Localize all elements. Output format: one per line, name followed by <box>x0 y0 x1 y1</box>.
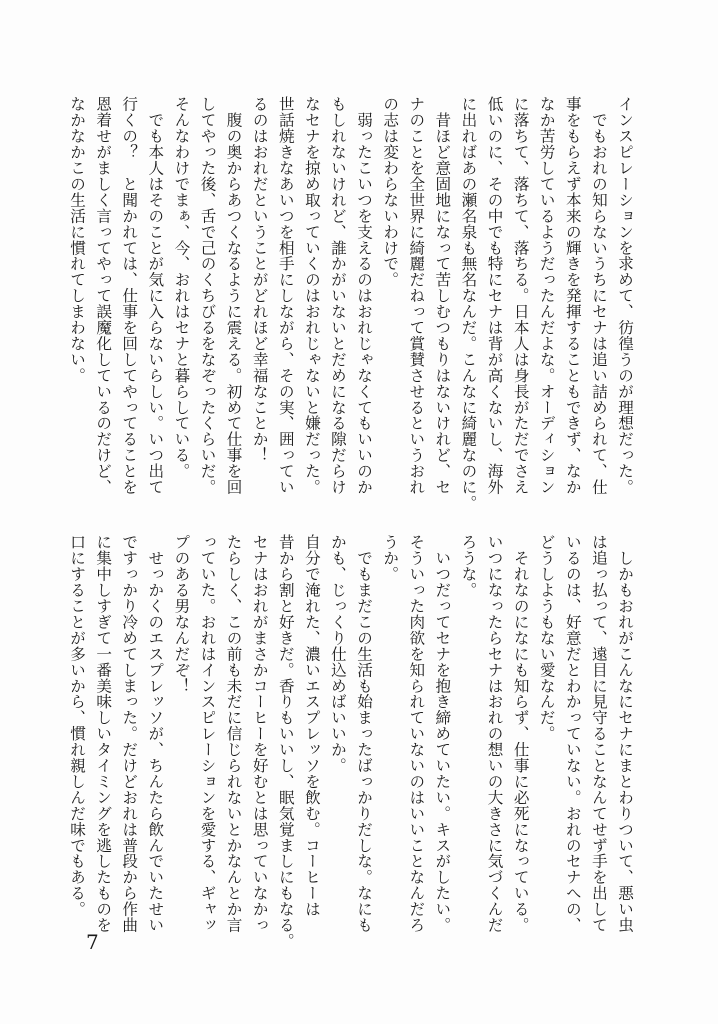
text-line: 世話焼きなあいつを相手にしながら、その実、囲ってい <box>276 96 295 495</box>
text-line: でもまだこの生活も始まったばっかりだしな。なにも <box>355 534 374 933</box>
text-line: 弱ったこいつを支えるのはおれじゃなくてもいいのか <box>355 96 374 495</box>
text-line: いるのは、好意だとわかっていない。おれのセナへの、 <box>563 534 582 933</box>
text-line: しかもおれがこんなにセナにまとわりついて、悪い虫 <box>616 534 634 933</box>
text-line: してやった後、舌で己のくちびるをなぞったくらいだ。 <box>198 96 217 495</box>
text-line: るのはおれだということがどれほど幸福なことか！ <box>250 96 269 463</box>
text-line: の志は変わらないわけで。 <box>381 96 400 288</box>
lower-text-block <box>64 534 638 949</box>
text-line: たらしく、この前も未だに信じられないとかなんとか言 <box>224 534 243 933</box>
text-line: 昔から割と好きだ。香りもいいし、眠気覚ましにもなる。 <box>276 534 295 949</box>
text-line: なセナを掠め取っていくのはおれじゃないと嫌だった。 <box>302 96 321 495</box>
text-line: プのある男なんだぞ！ <box>172 534 191 694</box>
text-line: かも、じっくり仕込めばいいか。 <box>328 534 347 774</box>
text-line: うか。 <box>381 534 400 582</box>
text-line: 腹の奥からあつくなるように震える。初めて仕事を回 <box>224 96 243 495</box>
text-line: に集中しすぎて一番美味しいタイミングを逃したものを <box>94 534 113 933</box>
text-line: 低いのに、その中でも特にセナは背が高くないし、海外 <box>485 96 504 495</box>
text-line: ナのことを全世界に綺麗だねって賞賛させるというおれ <box>407 96 426 495</box>
text-line: いつだってセナを抱き締めていたい。キスがしたい。 <box>433 534 452 933</box>
text-line: 口にすることが多いから、慣れ親しんだ味でもある。 <box>68 534 87 917</box>
text-line: ですっかり冷めてしまった。だけどおれは普段から作曲 <box>120 534 139 933</box>
upper-text-block <box>64 96 638 511</box>
text-line: それなのになにも知らず、仕事に必死になっている。 <box>511 534 530 933</box>
text-line: いつになったらセナはおれの想いの大きさに気づくんだ <box>485 534 504 933</box>
text-line: でも本人はそのことが気に入らないらしい。いつ出て <box>146 96 165 495</box>
text-line: でもおれの知らないうちにセナは追い詰められて、仕 <box>589 96 608 495</box>
text-line: 昔ほど意固地になって苦しむつもりはないけれど、セ <box>433 96 452 495</box>
text-line: もしれないけれど、誰かがいないとだめになる隙だらけ <box>328 96 347 495</box>
text-line: は追っ払って、遠目に見守ることなんてせず手を出して <box>589 534 608 933</box>
text-line: セナはおれがまさかコーヒーを好むとは思っていなかっ <box>250 534 269 933</box>
text-line: 行くの？ と聞かれては、仕事を回してやってることを <box>120 96 139 495</box>
text-line: 恩着せがましく言ってやって誤魔化しているのだけど、 <box>94 96 113 495</box>
text-line: せっかくのエスプレッソが、ちんたら飲んでいたせい <box>146 534 165 933</box>
text-line: インスピレーションを求めて、彷徨うのが理想だった。 <box>616 96 634 495</box>
text-line: なか苦労しているようだったんだよな。オーディション <box>537 96 556 495</box>
text-line: っていた。おれはインスピレーションを愛する、ギャッ <box>198 534 217 933</box>
text-line: に出ればあの瀬名泉も無名なんだ。こんなに綺麗なのに。 <box>459 96 478 511</box>
text-line: 事をもらえず本来の輝きを発揮することもできず、なか <box>563 96 582 495</box>
text-line: そんなわけでまぁ、今、おれはセナと暮らしている。 <box>172 96 191 479</box>
text-line: ろうな。 <box>459 534 478 598</box>
text-line: に落ちて、落ちて、落ちる。日本人は身長がただでさえ <box>511 96 530 495</box>
text-line: なかなかこの生活に慣れてしまわない。 <box>68 96 87 384</box>
page-number: 7 <box>86 930 99 954</box>
text-line: 自分で淹れた、濃いエスプレッソを飲む。コーヒーは <box>302 534 321 917</box>
text-line: そういった肉欲を知られていないのはいいことなんだろ <box>407 534 426 933</box>
text-line: どうしようもない愛なんだ。 <box>537 534 556 742</box>
